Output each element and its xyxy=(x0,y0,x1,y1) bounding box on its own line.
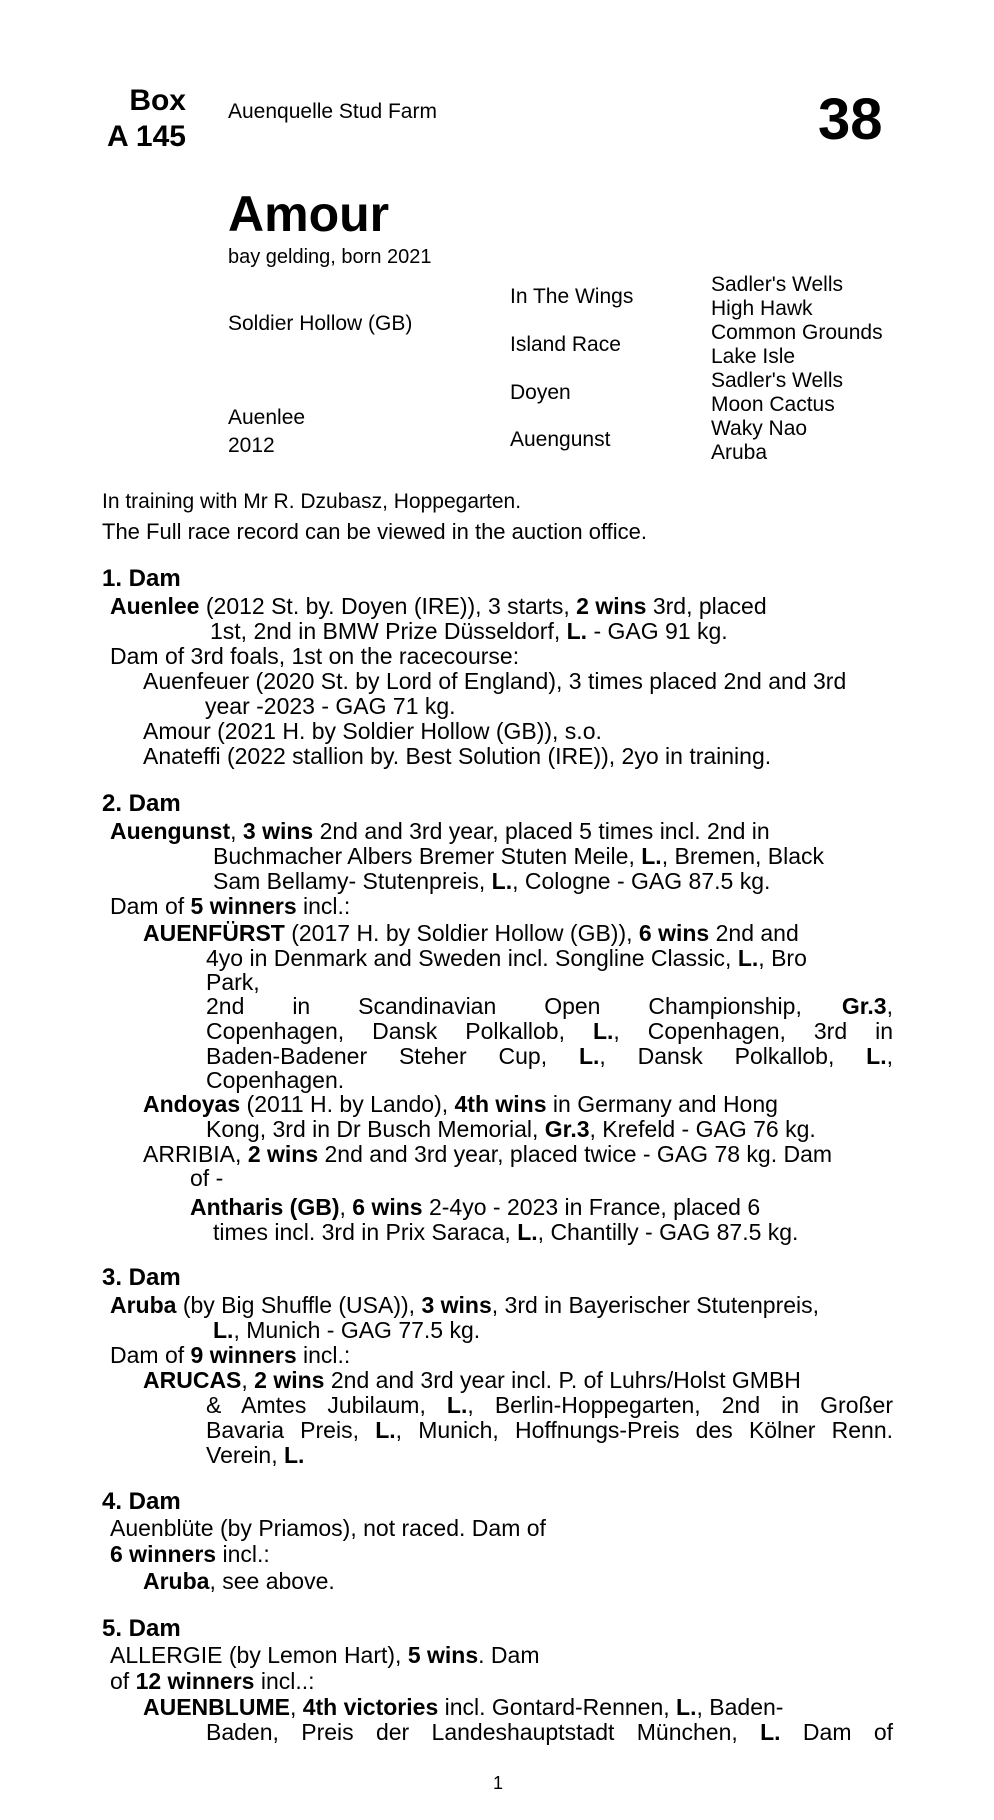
dam2-progeny1-line7: Copenhagen. xyxy=(206,1067,345,1093)
pedigree-gen3-7: Waky Nao xyxy=(711,417,808,440)
dam2-l3a: Sam Bellamy- Stutenpreis, xyxy=(213,868,492,894)
dam2-progeny2-t1: (2011 H. by Lando), xyxy=(240,1091,455,1117)
dam1-foal2: Amour (2021 H. by Soldier Hollow (GB)), s.o. xyxy=(143,718,602,744)
dam2-l2b: , Bremen, Black xyxy=(661,843,825,869)
dam3-progeny1-sep: , xyxy=(241,1367,255,1393)
dam2-l2a: Buchmacher Albers Bremer Stuten Meile, xyxy=(213,843,642,869)
dam2-progeny1-l6a: Baden-Badener Steher Cup, xyxy=(206,1043,579,1069)
dam2-name: Auengunst xyxy=(110,818,231,844)
dam2-progeny1-l2b: , Bro xyxy=(758,945,807,971)
dam2-progeny1-listed-2: L. xyxy=(592,1018,614,1044)
pedigree-gen2-2: Island Race xyxy=(510,333,621,356)
dam2-progeny3-line2: of - xyxy=(190,1165,224,1191)
dam2-progeny1-t1: (2017 H. by Soldier Hollow (GB)), xyxy=(284,920,639,946)
pedigree-gen3-1: Sadler's Wells xyxy=(711,273,843,296)
dam5-progeny1-sep: , xyxy=(289,1694,303,1720)
dam2-wins: 3 wins xyxy=(242,818,314,844)
dam4-line3 xyxy=(143,1569,335,1594)
dam1-wins: 2 wins xyxy=(576,593,647,619)
dam2-l3b: , Cologne - GAG 87.5 kg. xyxy=(512,868,771,894)
dam3-progeny1-listed-3: L. xyxy=(284,1442,305,1468)
dam1-line2 xyxy=(210,619,728,644)
page-number: 1 xyxy=(493,1773,504,1793)
dam2-progeny2-wins: 4th wins xyxy=(454,1091,547,1117)
dam5-l1a: ALLERGIE (by Lemon Hart), xyxy=(110,1642,408,1668)
pedigree-gen3-4: Lake Isle xyxy=(711,345,796,368)
dam3-line2 xyxy=(213,1318,480,1343)
horse-name: Amour xyxy=(228,186,390,242)
dam3-progeny1-listed-2: L. xyxy=(375,1417,396,1443)
dam2-progeny3-line1 xyxy=(143,1142,832,1167)
dam2-progeny1-l4a: 2nd in Scandinavian Open Championship, xyxy=(206,993,802,1019)
dam1-foal1: Auenfeuer (2020 St. by Lord of England), 3 times placed 2nd and 3rd xyxy=(143,668,847,694)
dam3-dam-of-a: Dam of xyxy=(110,1342,191,1368)
dam2-progeny1-listed: L. xyxy=(737,945,759,971)
pedigree-gen3-5: Sadler's Wells xyxy=(711,369,843,392)
dam2-grandprogeny-name: Antharis (GB) xyxy=(190,1194,340,1220)
dam2-line1 xyxy=(110,819,893,844)
dam3-dam-of-c: incl.: xyxy=(296,1342,351,1368)
dam1-text1: (2012 St. by. Doyen (IRE)), 3 starts, xyxy=(199,593,577,619)
dam2-text1: 2nd and 3rd year, placed 5 times incl. 2nd in xyxy=(313,818,770,844)
dam2-progeny1-listed-4: L. xyxy=(866,1043,887,1069)
dam2-progeny1-wins: 6 wins xyxy=(638,920,710,946)
dam1-dam-of: Dam of 3rd foals, 1st on the racecourse: xyxy=(110,643,520,669)
pedigree-sire: Soldier Hollow (GB) xyxy=(228,312,413,335)
pedigree-gen2-1: In The Wings xyxy=(510,285,634,308)
dam2-progeny1-line3: Park, xyxy=(206,969,260,995)
dam5-progeny1-t2: , Baden- xyxy=(696,1694,784,1720)
dam2-progeny1-listed-3: L. xyxy=(578,1043,600,1069)
dam4-l3b: , see above. xyxy=(209,1568,335,1594)
dam2-grandprogeny-sep: , xyxy=(339,1194,353,1220)
pedigree-gen3 xyxy=(711,273,883,465)
pedigree-dam: Auenlee xyxy=(228,406,306,429)
dam4-l2b: incl.: xyxy=(216,1541,270,1567)
dam3-winners-count: 9 winners xyxy=(190,1342,297,1368)
race-record-note: The Full race record can be viewed in the auction office. xyxy=(102,519,648,544)
dam1-foal3: Anateffi (2022 stallion by. Best Solution (IRE)), 2yo in training. xyxy=(143,743,772,769)
dam2-progeny3-wins: 2 wins xyxy=(247,1141,319,1167)
dam2-grandprogeny-listed: L. xyxy=(517,1219,538,1245)
dam5-line1 xyxy=(110,1643,540,1668)
dam5-winners-count: 12 winners xyxy=(135,1668,255,1694)
dam1-line1 xyxy=(110,594,893,619)
dam5-l2a: of xyxy=(110,1668,136,1694)
dam2-progeny1-line1 xyxy=(143,921,893,946)
dam2-progeny1-group: Gr.3 xyxy=(841,993,887,1019)
dam2-progeny3-text: 2nd and 3rd year, placed twice - GAG 78 kg. Dam xyxy=(318,1141,833,1167)
dam3-name: Aruba xyxy=(110,1292,177,1318)
dam2-progeny2-t2: in Germany and Hong xyxy=(546,1091,778,1117)
dam2-progeny3-name: ARRIBIA, xyxy=(143,1141,248,1167)
dam2-grandprogeny-line1 xyxy=(190,1195,893,1220)
dam3-t1: (by Big Shuffle (USA)), xyxy=(176,1292,422,1318)
dam3-progeny1-l3b: , Munich, Hoffnungs-Preis des Kölner Renn. xyxy=(395,1417,894,1443)
box-line1: Box xyxy=(129,84,186,117)
dam5-progeny1-t: incl. Gontard-Rennen, xyxy=(438,1694,677,1720)
pedigree-gen2-3: Doyen xyxy=(510,381,571,404)
dam4-heading: 4. Dam xyxy=(102,1488,181,1515)
box-line2: A 145 xyxy=(107,120,186,153)
dam1-l2b: - GAG 91 kg. xyxy=(587,618,728,644)
dam2-progeny1-l5a: Copenhagen, Dansk Polkallob, xyxy=(206,1018,593,1044)
pedigree-dam-year: 2012 xyxy=(228,434,275,457)
dam3-line1 xyxy=(110,1293,893,1318)
pedigree-gen2-4: Auengunst xyxy=(510,428,611,451)
dam3-progeny1-l2a: & Amtes Jubilaum, xyxy=(206,1392,447,1418)
dam1-name: Auenlee xyxy=(110,593,200,619)
dam2-grandprogeny-text: 2-4yo - 2023 in France, placed 6 xyxy=(422,1194,761,1220)
dam2-progeny1-l5b: , Copenhagen, 3rd in xyxy=(613,1018,893,1044)
dam2-progeny2-group: Gr.3 xyxy=(544,1116,590,1142)
dam2-progeny1-l6c: , xyxy=(886,1043,893,1069)
dam5-l2c: incl..: xyxy=(254,1668,315,1694)
dam3-wins: 3 wins xyxy=(421,1292,492,1318)
dam2-sep: , xyxy=(230,818,243,844)
dam5-progeny1-line1 xyxy=(143,1695,893,1720)
dam5-wins: 5 wins xyxy=(407,1642,479,1668)
dam1-listed: L. xyxy=(566,618,588,644)
dam4-winners-count: 6 winners xyxy=(110,1541,217,1567)
dam5-progeny1-l2a: Baden, Preis der Landeshauptstadt München, xyxy=(206,1719,761,1745)
box-label xyxy=(100,83,186,155)
dam2-listed-2: L. xyxy=(491,868,513,894)
dam3-l2: , Munich - GAG 77.5 kg. xyxy=(233,1317,481,1343)
pedigree-gen3-6: Moon Cactus xyxy=(711,393,835,416)
dam3-progeny1-listed: L. xyxy=(446,1392,468,1418)
dam5-heading: 5. Dam xyxy=(102,1615,181,1642)
dam5-progeny1-listed-2: L. xyxy=(760,1719,781,1745)
dam2-progeny1-l4b: , xyxy=(886,993,893,1019)
dam3-t2: , 3rd in Bayerischer Stutenpreis, xyxy=(491,1292,820,1318)
dam2-progeny2-line2 xyxy=(206,1117,816,1142)
dam2-progeny1-line4 xyxy=(206,994,893,1019)
dam2-dam-of-a: Dam of xyxy=(110,893,191,919)
dam1-text2: 3rd, placed xyxy=(646,593,767,619)
dam5-progeny1-name: AUENBLUME xyxy=(143,1694,290,1720)
dam3-progeny1-line2 xyxy=(206,1393,893,1418)
training-info: In training with Mr R. Dzubasz, Hoppegarten. xyxy=(102,490,522,513)
dam5-l1c: . Dam xyxy=(478,1642,540,1668)
pedigree-gen3-2: High Hawk xyxy=(711,297,813,320)
dam2-line3 xyxy=(213,869,770,894)
dam2-grandprogeny-l2b: , Chantilly - GAG 87.5 kg. xyxy=(537,1219,799,1245)
dam3-progeny1-l4: Verein, xyxy=(206,1442,284,1468)
dam2-listed: L. xyxy=(641,843,662,869)
lot-number: 38 xyxy=(818,87,883,152)
dam2-progeny1-name: AUENFÜRST xyxy=(143,920,285,946)
dam3-progeny1-name: ARUCAS xyxy=(143,1367,242,1393)
dam1-l2a: 1st, 2nd in BMW Prize Düsseldorf, xyxy=(210,618,567,644)
dam3-progeny1-line3 xyxy=(206,1418,893,1443)
dam2-progeny1-l6b: , Dansk Polkallob, xyxy=(599,1043,867,1069)
dam2-dam-of-c: incl.: xyxy=(296,893,351,919)
dam5-progeny1-listed: L. xyxy=(676,1694,697,1720)
dam2-grandprogeny-l2a: times incl. 3rd in Prix Saraca, xyxy=(213,1219,518,1245)
dam5-progeny1-wins: 4th victories xyxy=(302,1694,439,1720)
dam4-progeny-name: Aruba xyxy=(143,1568,210,1594)
dam3-progeny1-line1 xyxy=(143,1368,893,1393)
dam1-foal1-cont: year -2023 - GAG 71 kg. xyxy=(205,693,456,719)
dam3-progeny1-l2b: , Berlin-Hoppegarten, 2nd in Großer xyxy=(467,1392,893,1418)
dam4-line2 xyxy=(110,1542,270,1567)
dam2-progeny1-line6 xyxy=(206,1044,893,1069)
pedigree-gen3-8: Aruba xyxy=(711,441,768,464)
dam2-progeny2-l2b: , Krefeld - GAG 76 kg. xyxy=(589,1116,816,1142)
dam2-progeny1-line5 xyxy=(206,1019,893,1044)
dam5-progeny1-line2 xyxy=(206,1720,893,1745)
pedigree-gen3-3: Common Grounds xyxy=(711,321,883,344)
dam2-grandprogeny-wins: 6 wins xyxy=(352,1194,423,1220)
dam3-progeny1-text: 2nd and 3rd year incl. P. of Luhrs/Holst GMBH xyxy=(324,1367,801,1393)
dam2-progeny2-name: Andoyas xyxy=(143,1091,241,1117)
dam2-grandprogeny-line2 xyxy=(213,1220,798,1245)
dam5-line2 xyxy=(110,1669,315,1694)
dam2-heading: 2. Dam xyxy=(102,790,181,817)
dam4-line1: Auenblüte (by Priamos), not raced. Dam of xyxy=(110,1515,546,1541)
dam3-progeny1-line4 xyxy=(206,1443,304,1468)
dam1-heading: 1. Dam xyxy=(102,565,181,592)
dam3-listed: L. xyxy=(213,1317,234,1343)
dam2-dam-of xyxy=(110,894,350,919)
dam2-progeny1-line2 xyxy=(206,946,893,971)
dam2-progeny1-l2a: 4yo in Denmark and Sweden incl. Songline Classic, xyxy=(206,945,738,971)
dam3-progeny1-l3a: Bavaria Preis, xyxy=(206,1417,376,1443)
dam3-progeny1-wins: 2 wins xyxy=(254,1367,325,1393)
dam2-progeny2-line1 xyxy=(143,1092,893,1117)
dam3-heading: 3. Dam xyxy=(102,1264,181,1291)
farm-name: Auenquelle Stud Farm xyxy=(228,100,437,123)
dam3-dam-of xyxy=(110,1343,350,1368)
dam2-winners-count: 5 winners xyxy=(190,893,297,919)
horse-description: bay gelding, born 2021 xyxy=(228,246,432,268)
dam2-progeny1-t2: 2nd and xyxy=(709,920,799,946)
dam5-progeny1-l2b: Dam of xyxy=(780,1719,893,1745)
dam2-progeny2-l2a: Kong, 3rd in Dr Busch Memorial, xyxy=(206,1116,545,1142)
dam2-line2 xyxy=(213,844,893,869)
